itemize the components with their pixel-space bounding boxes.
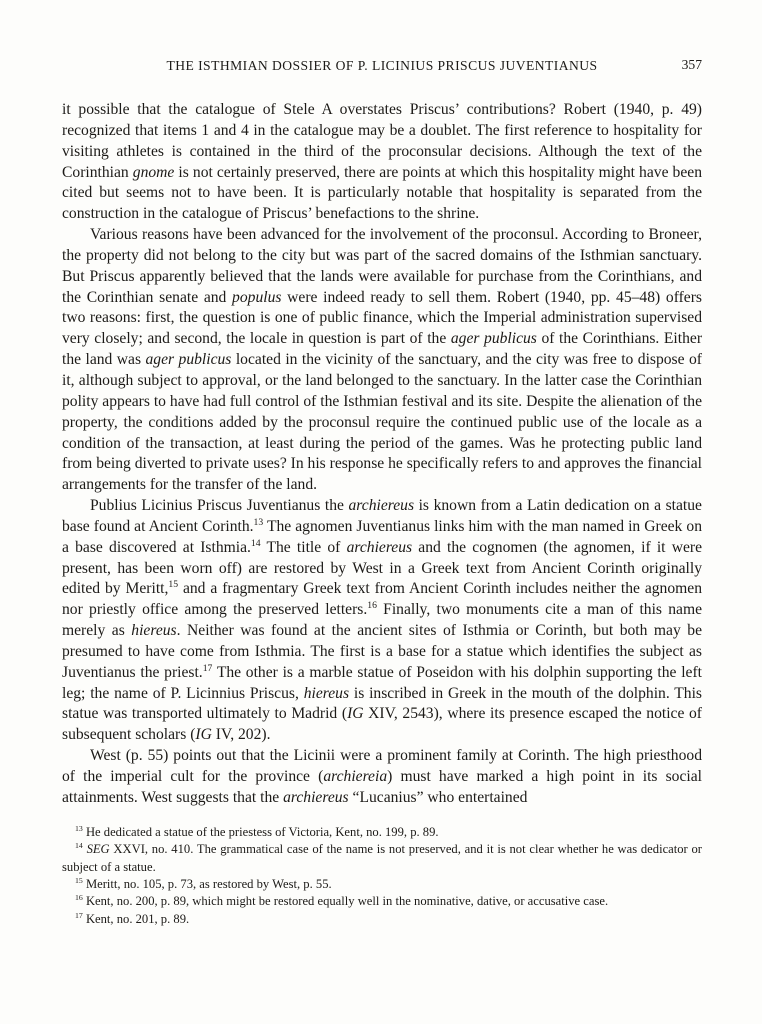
article-body — [62, 100, 702, 809]
italic-term: archiereus — [348, 497, 415, 515]
italic-term: SEG — [86, 842, 110, 857]
body-paragraph: Various reasons have been advanced for the involvement of the proconsul. According to Broneer, the property did not belong to the city but was part of the sacred domains of the Isthmian sanctuary. But Priscus apparently believed that the lands were available for purchase from the Corinthians, and the Corinthian senate and populus were indeed ready to sell them. Robert (1940, pp. 45–48) offers two reasons: first, the question is one of public finance, which the Imperial administration supervised very closely; and second, the locale in question is part of the ager publicus of the Corinthians. Either the land was ager publicus located in the vicinity of the sanctuary, and the city was free to dispose of it, although subject to approval, or the land belonged to the sanctuary. In the latter case the Corinthian polity appears to have had full control of the Isthmian festival and its site. Despite the alienation of the property, the conditions added by the proconsul require the continued public use of the locale as a condition of the transaction, at least during the period of the games. Was he protecting public land from being diverted to private uses? In his response he specifically refers to and approves the financial arrangements for the transfer of the land. — [62, 226, 703, 494]
italic-term: hiereus — [303, 684, 350, 702]
footnote-marker: 15 — [75, 875, 83, 885]
footnote: $^{16}$ Kent, no. 200, p. 89, which might be restored equally well in the nominative, dative, or accusative case. — [75, 893, 609, 909]
italic-term: archiereia — [323, 768, 388, 785]
italic-term: ager publicus — [450, 330, 537, 348]
page-header — [62, 57, 702, 75]
footnote-marker: 14 — [250, 537, 261, 549]
italic-term: archiereus — [346, 538, 413, 556]
footnote: $^{15}$ Meritt, no. 105, p. 73, as restored by West, p. 55. — [75, 875, 332, 891]
footnote-marker: 13 — [75, 823, 83, 833]
body-paragraph: Publius Licinius Priscus Juventianus the archiereus is known from a Latin dedication on a statue base found at Ancient Corinth.$^{13}$ The agnomen Juventianus links him with the man named in Greek on a base discovered at Isthmia.$^{14}$ The title of archiereus and the cognomen (the agnomen, if it were present, has been worn off) are restored by West in a Greek text from Ancient Corinth originally edited by Meritt,$^{15}$ and a fragmentary Greek text from Ancient Corinth includes neither the agnomen nor priestly office among the preserved letters.$^{16}$ Finally, two monuments cite a man of this name merely as hiereus. Neither was found at the ancient sites of Isthmia or Corinth, but both may be presumed to have come from Isthmia. The first is a base for a statue which identifies the subject as Juventianus the priest.$^{17}$ The other is a marble statue of Poseidon with his dolphin supporting the left leg; the name of P. Licinnius Priscus, hiereus is inscribed in Greek in the mouth of the dolphin. This statue was transported ultimately to Madrid (IG XIV, 2543), where its presence escaped the notice of subsequent scholars (IG IV, 202). — [62, 497, 703, 744]
footnote-marker: 16 — [75, 893, 83, 903]
footnote-marker: 16 — [367, 600, 377, 612]
italic-term: archiereus — [283, 788, 349, 806]
italic-term: IG — [347, 705, 364, 723]
footnotes-section — [62, 824, 702, 928]
body-paragraph: West (p. 55) points out that the Licinii were a prominent family at Corinth. The high priesthood of the imperial cult for the province (archiereia) must have marked a high point in its social attainments. West suggests that the archiereus “Lucanius” who entertained — [62, 747, 702, 806]
running-title: THE ISTHMIAN DOSSIER OF P. LICINIUS PRISCUS JUVENTIANUS — [166, 58, 598, 73]
footnote-marker: 14 — [75, 840, 83, 850]
italic-term: populus — [232, 288, 282, 306]
footnote-marker: 15 — [168, 579, 179, 591]
footnote-marker: 17 — [75, 910, 83, 920]
footnote: $^{13}$ He dedicated a statue of the priestess of Victoria, Kent, no. 199, p. 89. — [75, 823, 439, 839]
italic-term: IG — [195, 726, 212, 744]
page-number: 357 — [681, 57, 702, 72]
footnote: $^{14}$ SEG XXVI, no. 410. The grammatical case of the name is not preserved, and it is not clear whether he was dedicator or subject of a statue. — [62, 840, 702, 874]
footnote-marker: 13 — [253, 516, 264, 528]
footnote-marker: 17 — [202, 662, 213, 674]
italic-term: ager publicus — [145, 351, 232, 369]
footnote: $^{17}$ Kent, no. 201, p. 89. — [75, 910, 190, 926]
body-paragraph: it possible that the catalogue of Stele A overstates Priscus’ contributions? Robert (1940, p. 49) recognized that items 1 and 4 in the catalogue may be a doublet. The first reference to hospitality for visiting athletes is contained in the third of the proconsular decisions. Although the text of the Corinthian gnome is not certainly preserved, there are points at which this hospitality might have been cited but seems not to have been. It is particularly notable that hospitality is separated from the construction in the catalogue of Priscus’ benefactions to the shrine. — [62, 101, 702, 223]
italic-term: gnome — [132, 163, 175, 181]
italic-term: hiereus — [131, 622, 177, 640]
